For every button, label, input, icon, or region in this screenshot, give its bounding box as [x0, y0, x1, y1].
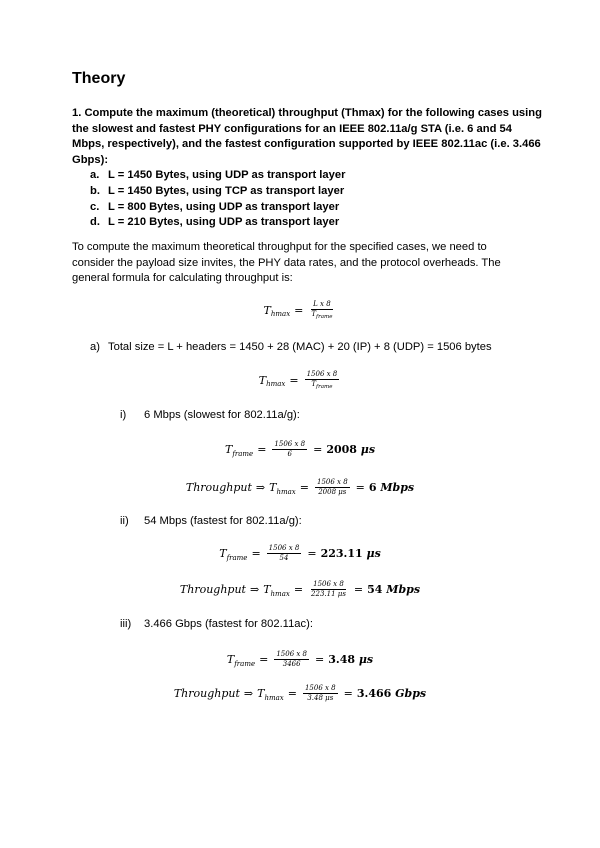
question-items	[72, 168, 542, 230]
case-ii-label: ii) 54 Mbps (fastest for 802.11a/g):	[120, 515, 302, 527]
case-i-label: i) 6 Mbps (slowest for 802.11a/g):	[120, 409, 300, 421]
case-iii-frame-formula: T frame = $\frac{1506 x 8}{3466}$ = 3.48 μs	[226, 650, 374, 668]
case-i-throughput-formula: Throughput ⇒ T hmax = $\frac{1506 x 8}{2008 \mu s}$ = 6 Mbps	[185, 478, 415, 496]
question-text: 1. Compute the maximum (theoretical) throughput (Thmax) for the following cases using the slowest and fastest PHY configurations for an IEEE 802.11a/g STA (i.e. 6 and 54 Mbps, respectively), and the fastest configuration supported by IEEE 802.11ac (i.e. 3.466 Gbps):	[72, 107, 542, 166]
general-formula: T hmax = $\frac{\text{L x 8}}{T_{frame}}$	[263, 300, 333, 320]
case-ii-frame-formula: T frame = $\frac{1506 x 8}{54}$ = 223.11 μs	[219, 544, 381, 562]
question-item: b. L = 1450 Bytes, using TCP as transport layer	[90, 184, 345, 197]
part-a-formula: T hmax = $\frac{1506 x 8}{T_{frame}}$	[258, 370, 338, 390]
question-item: a. L = 1450 Bytes, using UDP as transport layer	[90, 169, 346, 182]
case-iii-throughput-formula: Throughput ⇒ T hmax = $\frac{1506 x 8}{3.48 \mu s}$ = 3.466 Gbps	[173, 684, 427, 702]
case-iii-label: iii) 3.466 Gbps (fastest for 802.11ac):	[120, 618, 313, 630]
question-item: c. L = 800 Bytes, using UDP as transport layer	[90, 200, 340, 213]
question-block	[72, 106, 542, 231]
case-i-frame-formula: T frame = $\frac{1506 x 8}{6}$ = 2008 μs	[224, 440, 376, 458]
question-item: d. L = 210 Bytes, using UDP as transport layer	[90, 216, 340, 229]
part-a-line: a) Total size = L + headers = 1450 + 28 (MAC) + 20 (IP) + 8 (UDP) = 1506 bytes	[90, 341, 492, 353]
intro-paragraph: To compute the maximum theoretical throughput for the specified cases, we need to consider the payload size invites, the PHY data rates, and the protocol overheads. The general formula for calculating throughput is:	[72, 241, 501, 285]
case-ii-throughput-formula: Throughput ⇒ T hmax = $\frac{1506 x 8}{223.11 \mu s}$ = 54 Mbps	[179, 580, 421, 598]
section-heading: Theory	[72, 70, 126, 87]
